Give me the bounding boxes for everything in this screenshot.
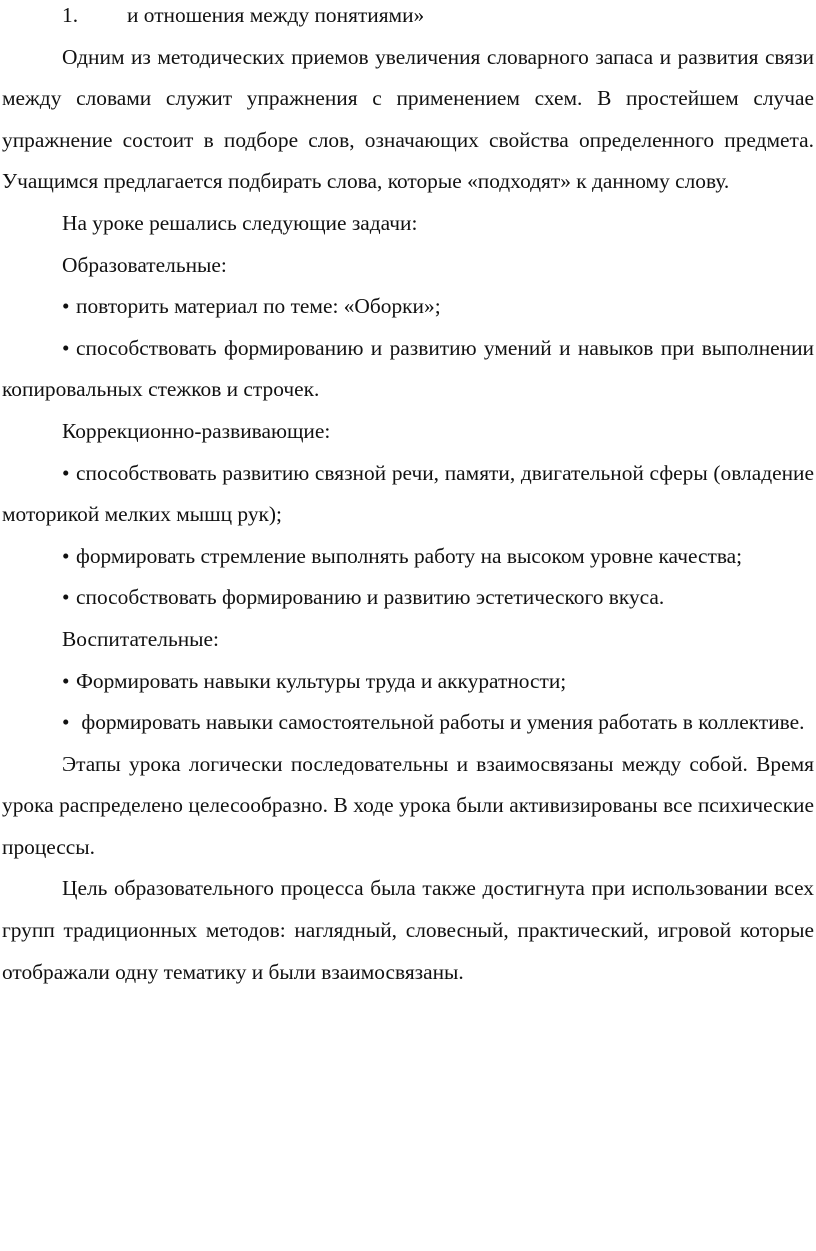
section-heading-educational: Образовательные: bbox=[62, 252, 227, 277]
bullet-text: способствовать формированию и развитию эстетического вкуса. bbox=[76, 585, 665, 610]
bullet-item-up-2 bbox=[2, 702, 814, 744]
bullet-icon: • bbox=[62, 585, 70, 610]
paragraph-goal: Цель образовательного процесса была также достигнута при использовании всех групп традиционных методов: наглядный, словесный, практический, игровой которые отображали одну тематику и были взаимосвязаны. bbox=[2, 876, 814, 984]
bullet-icon: • bbox=[62, 294, 70, 319]
bullet-item-edu-2 bbox=[2, 328, 814, 411]
bullet-item-corr-2 bbox=[2, 536, 814, 578]
bullet-icon: • bbox=[62, 460, 70, 485]
bullet-text: повторить материал по теме: «Оборки»; bbox=[76, 294, 441, 319]
bullet-icon: • bbox=[62, 335, 70, 360]
heading-text: и отношения между понятиями» bbox=[127, 3, 425, 27]
bullet-text: формировать стремление выполнять работу на высоком уровне качества; bbox=[76, 543, 743, 568]
bullet-item-corr-1 bbox=[2, 453, 814, 536]
section-heading-upbringing: Воспитательные: bbox=[62, 626, 219, 651]
bullet-icon: • bbox=[62, 710, 70, 735]
bullet-text: Формировать навыки культуры труда и аккуратности; bbox=[76, 668, 567, 693]
bullet-text: способствовать формированию и развитию умений и навыков при выполнении копировальных стежков и строчек. bbox=[2, 335, 814, 402]
bullet-item-edu-1 bbox=[2, 286, 814, 328]
numbered-heading bbox=[2, 0, 814, 37]
bullet-text: формировать навыки самостоятельной работы и умения работать в коллективе. bbox=[81, 710, 805, 735]
section-heading-correctional: Коррекционно-развивающие: bbox=[62, 418, 331, 443]
paragraph-tasks-intro: На уроке решались следующие задачи: bbox=[62, 210, 418, 235]
bullet-icon: • bbox=[62, 668, 70, 693]
paragraph-methods: Одним из методических приемов увеличения словарного запаса и развития связи между словами служит упражнения с применением схем. В простейшем случае упражнение состоит в подборе слов, означающих свойства определенного предмета. Учащимся предлагается подбирать слова, которые «подходят» к данному слову. bbox=[2, 44, 814, 194]
bullet-text: способствовать развитию связной речи, памяти, двигательной сферы (овладение моторикой мелких мышц рук); bbox=[2, 460, 814, 527]
bullet-item-up-1 bbox=[2, 661, 814, 703]
paragraph-lesson-stages: Этапы урока логически последовательны и взаимосвязаны между собой. Время урока распределено целесообразно. В ходе урока были активизированы все психические процессы. bbox=[2, 751, 814, 859]
bullet-icon: • bbox=[62, 543, 70, 568]
list-number: 1. bbox=[62, 3, 79, 27]
bullet-item-corr-3 bbox=[2, 577, 814, 619]
